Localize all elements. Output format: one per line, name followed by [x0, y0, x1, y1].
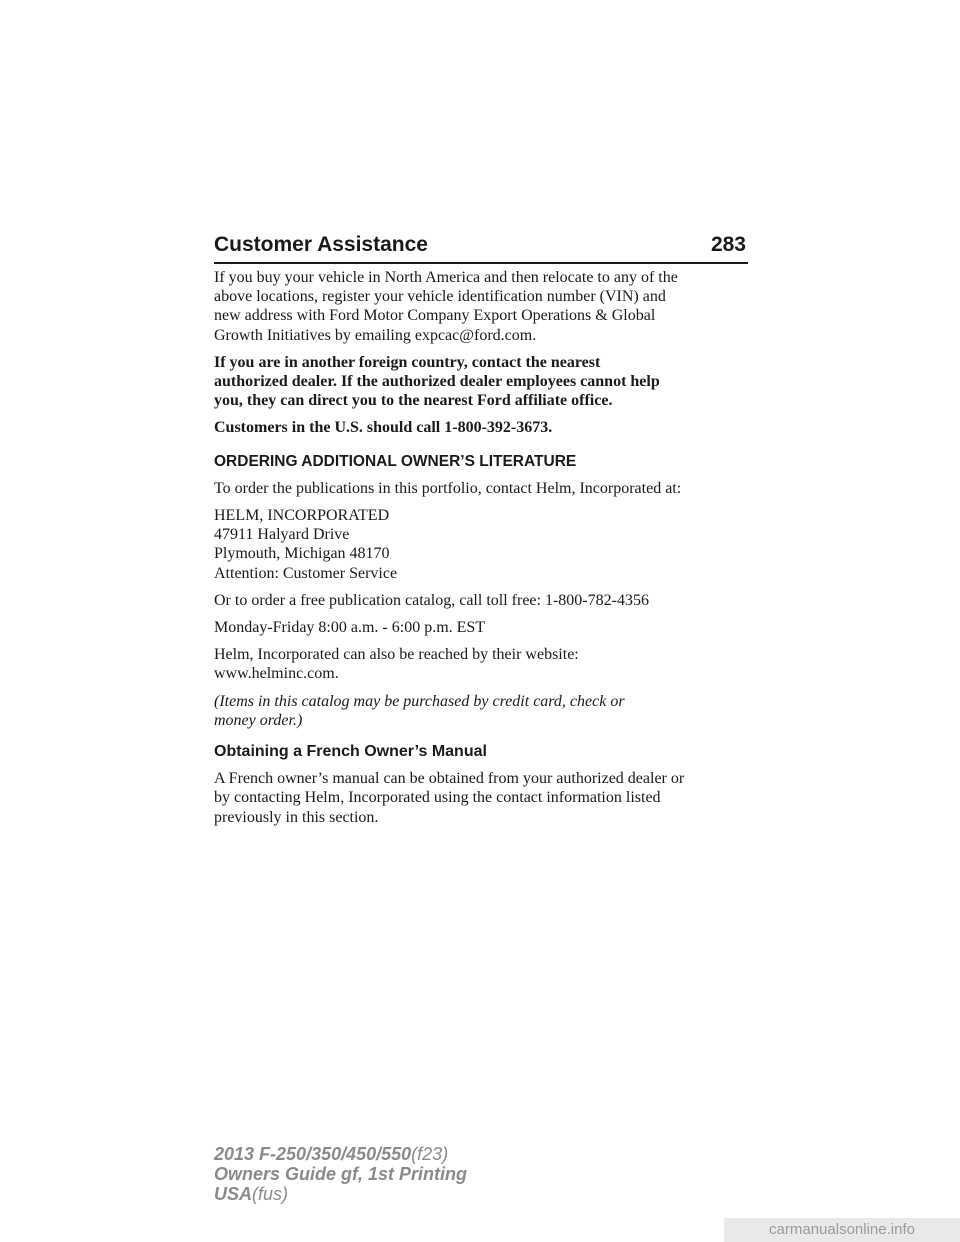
french-manual-heading: Obtaining a French Owner’s Manual [214, 743, 487, 761]
footer-line-guide: Owners Guide gf, 1st Printing [214, 1164, 468, 1184]
footer-line-model: 2013 F-250/350/450/550(f23) [214, 1144, 449, 1164]
order-publications-paragraph: To order the publications in this portfolio, contact Helm, Incorporated at: [214, 479, 682, 497]
foreign-country-paragraph: If you are in another foreign country, contact the nearest authorized dealer. If the authorized dealer employees cannot help you, they can direct you to the nearest Ford affiliate office. [214, 353, 660, 410]
watermark: carmanualsonline.info [724, 1218, 960, 1242]
helm-address: HELM, INCORPORATED 47911 Halyard Drive Plymouth, Michigan 48170 Attention: Customer Service [214, 507, 398, 582]
business-hours-paragraph: Monday-Friday 8:00 a.m. - 6:00 p.m. EST [214, 619, 486, 637]
us-phone-paragraph: Customers in the U.S. should call 1-800-392-3673. [214, 419, 553, 437]
document-footer [214, 1144, 467, 1204]
footer-line-region: USA(fus) [214, 1184, 289, 1204]
section-heading: ORDERING ADDITIONAL OWNER’S LITERATURE [214, 452, 577, 470]
vin-registration-paragraph: If you buy your vehicle in North America and then relocate to any of the above locations, register your vehicle identification number (VIN) and new address with Ford Motor Company Export Operations & Global Growth Initiatives by emailing expcac@ford.com. [214, 269, 678, 344]
page-header [214, 230, 748, 260]
payment-note: (Items in this catalog may be purchased by credit card, check or money order.) [214, 692, 625, 729]
page-number: 283 [710, 233, 746, 256]
page-content [214, 268, 754, 835]
header-divider [214, 262, 748, 264]
catalog-phone-paragraph: Or to order a free publication catalog, call toll free: 1-800-782-4356 [214, 591, 649, 609]
french-manual-paragraph: A French owner’s manual can be obtained from your authorized dealer or by contacting Helm, Incorporated using the contact information listed previously in this section. [214, 770, 685, 826]
section-title: Customer Assistance [214, 233, 428, 256]
website-paragraph: Helm, Incorporated can also be reached by their website: www.helminc.com. [214, 646, 579, 683]
